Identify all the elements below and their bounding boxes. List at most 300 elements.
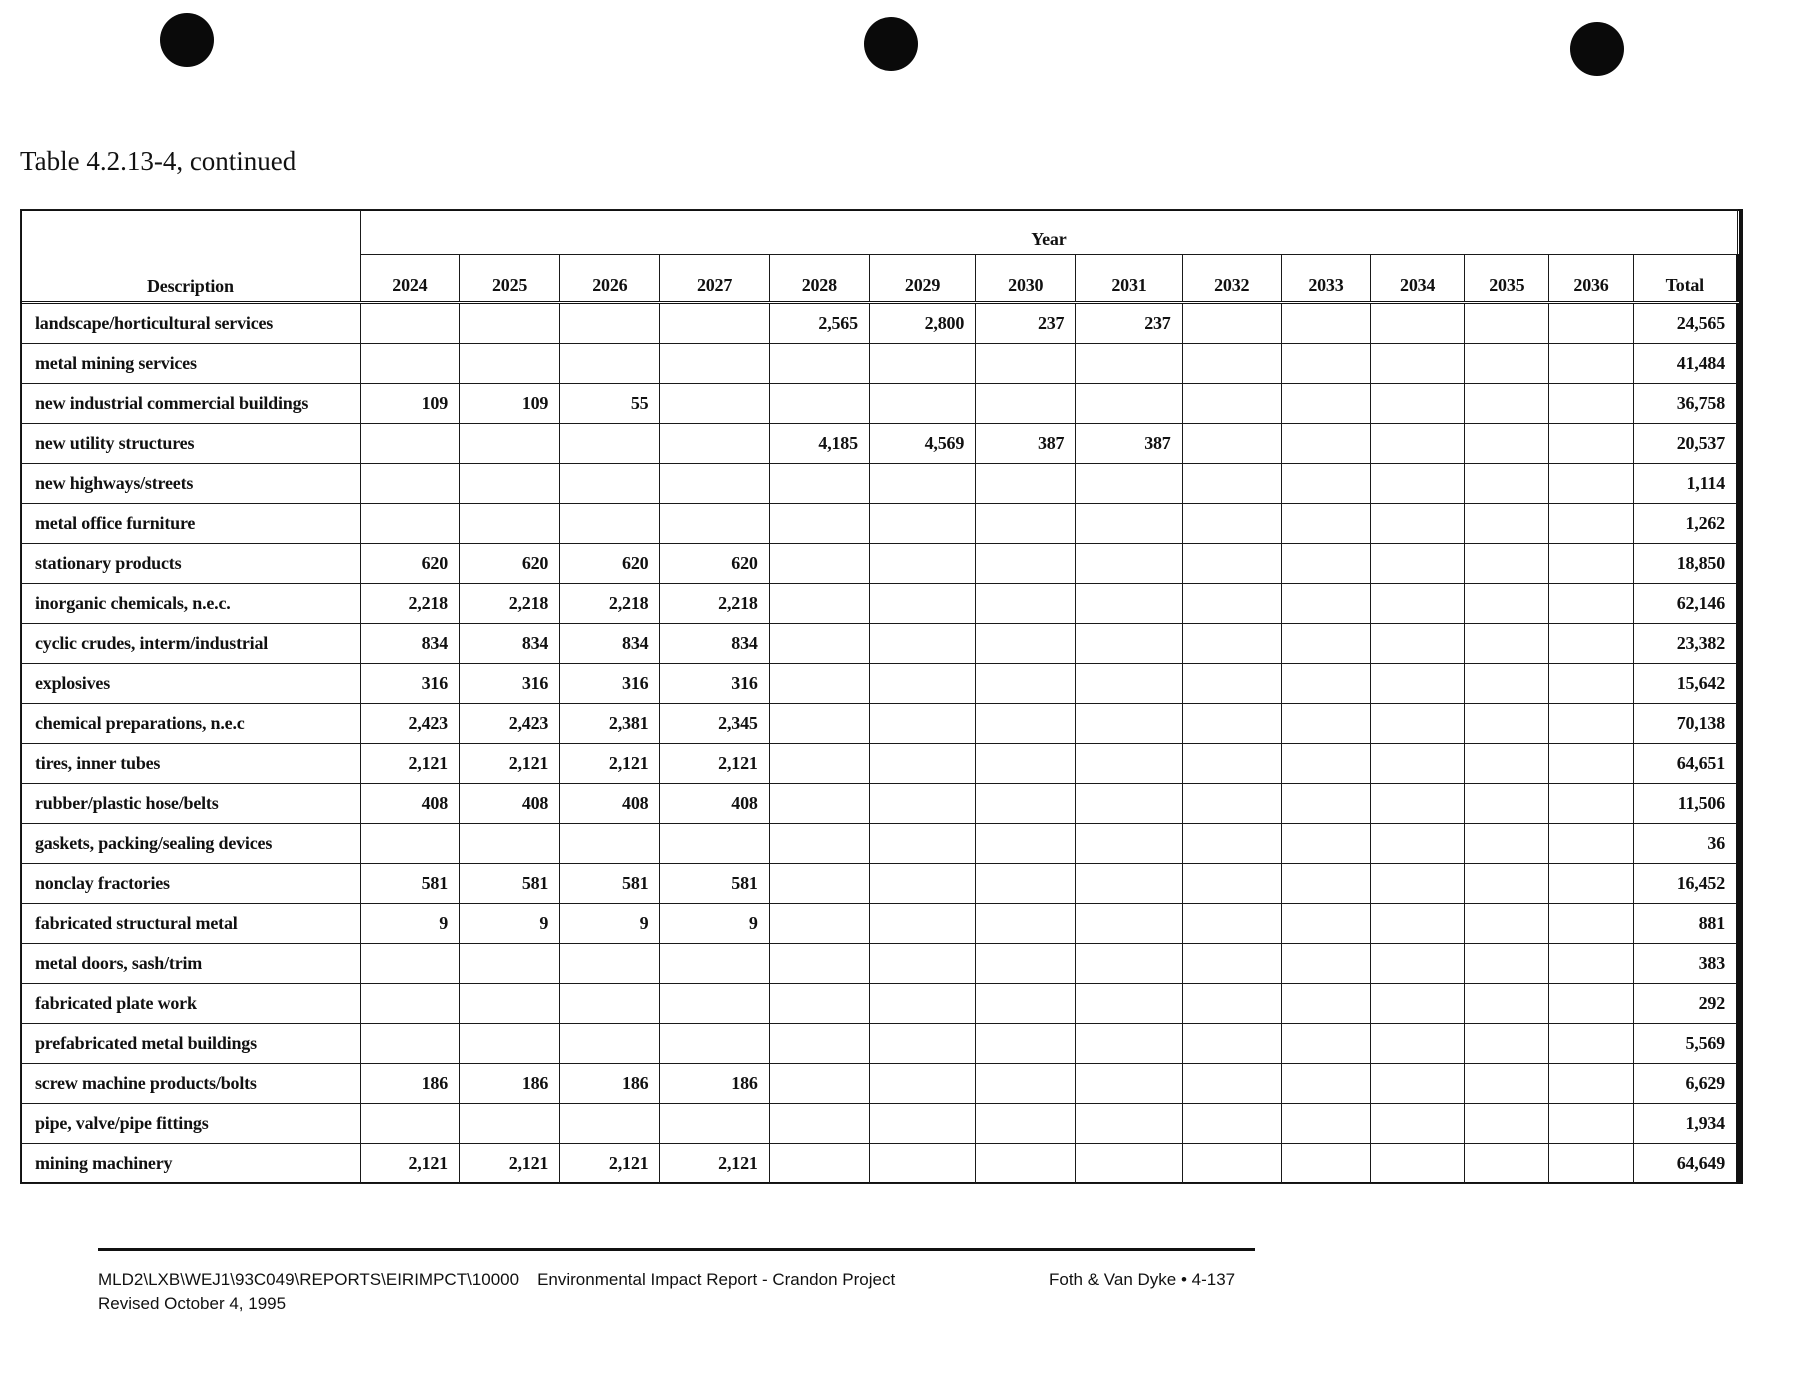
value-cell (1371, 783, 1465, 823)
year-column-header: 2034 (1371, 255, 1465, 303)
value-cell: 2,381 (560, 703, 660, 743)
row-description: fabricated structural metal (21, 903, 361, 943)
value-cell (1182, 463, 1281, 503)
value-cell (1371, 623, 1465, 663)
value-cell (976, 943, 1076, 983)
value-cell (1549, 543, 1633, 583)
table-row (21, 384, 1738, 424)
value-cell: 186 (360, 1063, 459, 1103)
year-column-header: 2029 (869, 255, 975, 303)
value-cell (1076, 543, 1182, 583)
value-cell (1281, 1063, 1370, 1103)
value-cell (1281, 423, 1370, 463)
value-cell (1281, 623, 1370, 663)
table-row (21, 543, 1738, 583)
footer-revised: Revised October 4, 1995 (98, 1294, 287, 1313)
value-cell (1371, 583, 1465, 623)
value-cell (1371, 663, 1465, 703)
value-cell (1281, 823, 1370, 863)
value-cell: 186 (460, 1063, 560, 1103)
value-cell (769, 623, 869, 663)
value-cell (869, 903, 975, 943)
value-cell (976, 503, 1076, 543)
value-cell (1182, 703, 1281, 743)
value-cell (1549, 623, 1633, 663)
row-total: 5,569 (1633, 1023, 1737, 1063)
row-description: screw machine products/bolts (21, 1063, 361, 1103)
value-cell (869, 543, 975, 583)
value-cell (1465, 423, 1549, 463)
value-cell (1371, 863, 1465, 903)
year-column-header: 2025 (460, 255, 560, 303)
year-column-header: 2027 (660, 255, 769, 303)
value-cell (1465, 384, 1549, 424)
row-description: mining machinery (21, 1143, 361, 1183)
value-cell: 387 (1076, 423, 1182, 463)
row-description: metal doors, sash/trim (21, 943, 361, 983)
row-description: prefabricated metal buildings (21, 1023, 361, 1063)
value-cell: 387 (976, 423, 1076, 463)
value-cell (1076, 1143, 1182, 1183)
table-title: Table 4.2.13-4, continued (20, 146, 297, 176)
value-cell (560, 943, 660, 983)
value-cell (869, 384, 975, 424)
value-cell (1549, 503, 1633, 543)
value-cell (1281, 863, 1370, 903)
value-cell (1281, 303, 1370, 344)
value-cell (660, 1023, 769, 1063)
table-row (21, 863, 1738, 903)
value-cell (1549, 303, 1633, 344)
year-column-header: 2036 (1549, 255, 1633, 303)
value-cell (1076, 1063, 1182, 1103)
row-total: 36 (1633, 823, 1737, 863)
value-cell (1465, 503, 1549, 543)
value-cell (1465, 344, 1549, 384)
value-cell (660, 344, 769, 384)
value-cell (976, 1023, 1076, 1063)
value-cell: 237 (976, 303, 1076, 344)
value-cell: 620 (660, 543, 769, 583)
value-cell: 4,569 (869, 423, 975, 463)
table-row (21, 983, 1738, 1023)
footer-company-page: Foth & Van Dyke • 4-137 (1049, 1270, 1236, 1289)
value-cell: 408 (360, 783, 459, 823)
value-cell (1465, 743, 1549, 783)
description-header: Description (21, 210, 361, 303)
value-cell: 834 (660, 623, 769, 663)
value-cell (1182, 423, 1281, 463)
value-cell (1182, 1063, 1281, 1103)
value-cell (769, 983, 869, 1023)
footer-line-1 (98, 1268, 895, 1292)
value-cell (1465, 623, 1549, 663)
footer (98, 1268, 895, 1316)
value-cell (976, 903, 1076, 943)
value-cell (660, 823, 769, 863)
value-cell (1549, 863, 1633, 903)
year-column-header: 2033 (1281, 255, 1370, 303)
value-cell (1549, 823, 1633, 863)
value-cell (1281, 543, 1370, 583)
value-cell: 186 (660, 1063, 769, 1103)
value-cell (1281, 903, 1370, 943)
value-cell: 2,800 (869, 303, 975, 344)
value-cell (1076, 1023, 1182, 1063)
value-cell: 620 (460, 543, 560, 583)
year-column-header: 2035 (1465, 255, 1549, 303)
row-description: metal office furniture (21, 503, 361, 543)
value-cell (769, 543, 869, 583)
value-cell (1281, 384, 1370, 424)
row-total: 1,114 (1633, 463, 1737, 503)
row-description: cyclic crudes, interm/industrial (21, 623, 361, 663)
row-total: 20,537 (1633, 423, 1737, 463)
value-cell: 408 (560, 783, 660, 823)
value-cell (360, 823, 459, 863)
value-cell (360, 344, 459, 384)
value-cell (1465, 863, 1549, 903)
value-cell (769, 463, 869, 503)
value-cell (769, 1023, 869, 1063)
value-cell (360, 943, 459, 983)
value-cell (976, 983, 1076, 1023)
value-cell (1549, 344, 1633, 384)
value-cell (869, 623, 975, 663)
value-cell (769, 863, 869, 903)
row-description: explosives (21, 663, 361, 703)
value-cell: 316 (460, 663, 560, 703)
value-cell: 109 (460, 384, 560, 424)
value-cell: 2,565 (769, 303, 869, 344)
value-cell (769, 583, 869, 623)
table-body (21, 303, 1738, 1184)
row-total: 383 (1633, 943, 1737, 983)
table-row (21, 503, 1738, 543)
value-cell: 408 (660, 783, 769, 823)
value-cell (1182, 303, 1281, 344)
value-cell (1465, 1103, 1549, 1143)
value-cell (1465, 1143, 1549, 1183)
value-cell (1371, 344, 1465, 384)
value-cell (1549, 583, 1633, 623)
value-cell: 9 (360, 903, 459, 943)
value-cell (1182, 743, 1281, 783)
value-cell (1465, 983, 1549, 1023)
value-cell (869, 344, 975, 384)
row-total: 15,642 (1633, 663, 1737, 703)
value-cell: 2,218 (360, 583, 459, 623)
value-cell: 2,121 (460, 1143, 560, 1183)
row-description: gaskets, packing/sealing devices (21, 823, 361, 863)
table-row (21, 1063, 1738, 1103)
value-cell (360, 423, 459, 463)
value-cell (1076, 583, 1182, 623)
value-cell (460, 943, 560, 983)
row-description: new utility structures (21, 423, 361, 463)
row-description: fabricated plate work (21, 983, 361, 1023)
year-header: Year (360, 210, 1737, 255)
row-total: 64,649 (1633, 1143, 1737, 1183)
value-cell: 834 (360, 623, 459, 663)
value-cell (1182, 543, 1281, 583)
table-row (21, 1103, 1738, 1143)
row-description: rubber/plastic hose/belts (21, 783, 361, 823)
value-cell: 2,345 (660, 703, 769, 743)
value-cell (660, 503, 769, 543)
row-description: nonclay fractories (21, 863, 361, 903)
row-description: pipe, valve/pipe fittings (21, 1103, 361, 1143)
value-cell (769, 743, 869, 783)
table-head (21, 210, 1738, 303)
value-cell (976, 463, 1076, 503)
value-cell: 2,218 (460, 583, 560, 623)
value-cell (1371, 743, 1465, 783)
value-cell (869, 983, 975, 1023)
footer-report: Environmental Impact Report - Crandon Project (537, 1270, 896, 1289)
value-cell (976, 384, 1076, 424)
value-cell (769, 1063, 869, 1103)
value-cell: 581 (460, 863, 560, 903)
value-cell (1465, 1063, 1549, 1103)
row-description: inorganic chemicals, n.e.c. (21, 583, 361, 623)
value-cell: 9 (460, 903, 560, 943)
value-cell: 834 (460, 623, 560, 663)
value-cell (769, 344, 869, 384)
value-cell: 109 (360, 384, 459, 424)
value-cell (1182, 663, 1281, 703)
table-row (21, 1143, 1738, 1183)
value-cell (769, 1143, 869, 1183)
value-cell: 2,121 (460, 743, 560, 783)
footer-rule (98, 1248, 1255, 1251)
value-cell: 2,218 (560, 583, 660, 623)
value-cell (1281, 983, 1370, 1023)
value-cell (1465, 1023, 1549, 1063)
value-cell (1182, 903, 1281, 943)
value-cell (869, 783, 975, 823)
row-total: 11,506 (1633, 783, 1737, 823)
year-column-header: 2030 (976, 255, 1076, 303)
value-cell (460, 503, 560, 543)
value-cell (1465, 823, 1549, 863)
value-cell (1371, 1143, 1465, 1183)
row-total: 36,758 (1633, 384, 1737, 424)
value-cell (1371, 303, 1465, 344)
value-cell (1371, 503, 1465, 543)
value-cell (1182, 943, 1281, 983)
value-cell (1182, 1143, 1281, 1183)
value-cell (460, 423, 560, 463)
value-cell (869, 823, 975, 863)
value-cell (460, 344, 560, 384)
value-cell (1549, 743, 1633, 783)
value-cell (560, 1023, 660, 1063)
value-cell: 2,121 (560, 1143, 660, 1183)
value-cell (360, 463, 459, 503)
value-cell (1371, 1063, 1465, 1103)
row-total: 292 (1633, 983, 1737, 1023)
value-cell (1281, 463, 1370, 503)
value-cell (1281, 703, 1370, 743)
value-cell (1182, 823, 1281, 863)
value-cell (360, 1023, 459, 1063)
value-cell (869, 1063, 975, 1103)
row-description: landscape/horticultural services (21, 303, 361, 344)
value-cell (1182, 1023, 1281, 1063)
value-cell (1549, 1063, 1633, 1103)
value-cell (1281, 783, 1370, 823)
value-cell (1281, 943, 1370, 983)
row-description: tires, inner tubes (21, 743, 361, 783)
value-cell (360, 1103, 459, 1143)
value-cell (460, 823, 560, 863)
value-cell (1076, 983, 1182, 1023)
table-row (21, 903, 1738, 943)
value-cell (1371, 384, 1465, 424)
value-cell (769, 823, 869, 863)
value-cell (1371, 943, 1465, 983)
value-cell (1281, 503, 1370, 543)
value-cell (660, 943, 769, 983)
value-cell (560, 823, 660, 863)
value-cell (869, 743, 975, 783)
value-cell (869, 703, 975, 743)
value-cell (560, 423, 660, 463)
value-cell (1076, 863, 1182, 903)
row-description: metal mining services (21, 344, 361, 384)
value-cell (660, 983, 769, 1023)
value-cell (1549, 903, 1633, 943)
value-cell (1076, 463, 1182, 503)
value-cell (1371, 903, 1465, 943)
value-cell (360, 503, 459, 543)
table-row (21, 783, 1738, 823)
value-cell: 2,121 (660, 743, 769, 783)
value-cell: 581 (560, 863, 660, 903)
value-cell (1182, 623, 1281, 663)
value-cell (976, 344, 1076, 384)
value-cell (1371, 823, 1465, 863)
value-cell (976, 1143, 1076, 1183)
value-cell (1281, 663, 1370, 703)
binder-hole-right (1570, 22, 1624, 76)
value-cell: 620 (560, 543, 660, 583)
value-cell (1182, 344, 1281, 384)
value-cell (660, 423, 769, 463)
value-cell (1465, 943, 1549, 983)
row-total: 6,629 (1633, 1063, 1737, 1103)
value-cell (869, 1143, 975, 1183)
row-total: 23,382 (1633, 623, 1737, 663)
value-cell (1076, 823, 1182, 863)
value-cell (1549, 663, 1633, 703)
value-cell (1549, 423, 1633, 463)
value-cell (460, 983, 560, 1023)
value-cell (976, 663, 1076, 703)
value-cell (1182, 503, 1281, 543)
row-total: 24,565 (1633, 303, 1737, 344)
value-cell (869, 863, 975, 903)
value-cell (869, 503, 975, 543)
value-cell (1182, 1103, 1281, 1143)
value-cell: 55 (560, 384, 660, 424)
value-cell (660, 303, 769, 344)
value-cell (1281, 344, 1370, 384)
value-cell (1465, 783, 1549, 823)
value-cell (1465, 463, 1549, 503)
value-cell (1371, 1103, 1465, 1143)
value-cell (1076, 743, 1182, 783)
value-cell (560, 983, 660, 1023)
value-cell (560, 344, 660, 384)
year-column-header: 2024 (360, 255, 459, 303)
table-row (21, 943, 1738, 983)
binder-hole-left (160, 13, 214, 67)
value-cell: 2,423 (360, 703, 459, 743)
table-row (21, 703, 1738, 743)
value-cell (1182, 863, 1281, 903)
value-cell: 9 (560, 903, 660, 943)
value-cell (1549, 1023, 1633, 1063)
value-cell: 316 (360, 663, 459, 703)
value-cell: 408 (460, 783, 560, 823)
value-cell (1371, 1023, 1465, 1063)
row-total: 70,138 (1633, 703, 1737, 743)
value-cell (976, 743, 1076, 783)
value-cell (1371, 423, 1465, 463)
value-cell (976, 543, 1076, 583)
value-cell (1076, 663, 1182, 703)
value-cell: 4,185 (769, 423, 869, 463)
value-cell (1076, 1103, 1182, 1143)
row-description: new industrial commercial buildings (21, 384, 361, 424)
value-cell (1182, 983, 1281, 1023)
value-cell: 2,121 (360, 743, 459, 783)
value-cell (1371, 543, 1465, 583)
value-cell (769, 663, 869, 703)
value-cell: 186 (560, 1063, 660, 1103)
value-cell (1465, 663, 1549, 703)
value-cell (560, 1103, 660, 1143)
value-cell (769, 503, 869, 543)
row-total: 18,850 (1633, 543, 1737, 583)
table-row (21, 303, 1738, 344)
value-cell (1465, 543, 1549, 583)
row-total: 64,651 (1633, 743, 1737, 783)
table-row (21, 423, 1738, 463)
value-cell (976, 1103, 1076, 1143)
value-cell (460, 1023, 560, 1063)
row-description: new highways/streets (21, 463, 361, 503)
value-cell: 834 (560, 623, 660, 663)
row-total: 1,934 (1633, 1103, 1737, 1143)
value-cell (976, 783, 1076, 823)
total-column-header: Total (1633, 255, 1737, 303)
table-row (21, 344, 1738, 384)
table-row (21, 1023, 1738, 1063)
value-cell (1549, 983, 1633, 1023)
value-cell: 581 (360, 863, 459, 903)
value-cell (976, 823, 1076, 863)
value-cell (976, 703, 1076, 743)
value-cell (869, 943, 975, 983)
value-cell (769, 703, 869, 743)
value-cell (869, 463, 975, 503)
value-cell (769, 783, 869, 823)
value-cell (869, 1103, 975, 1143)
value-cell (869, 663, 975, 703)
